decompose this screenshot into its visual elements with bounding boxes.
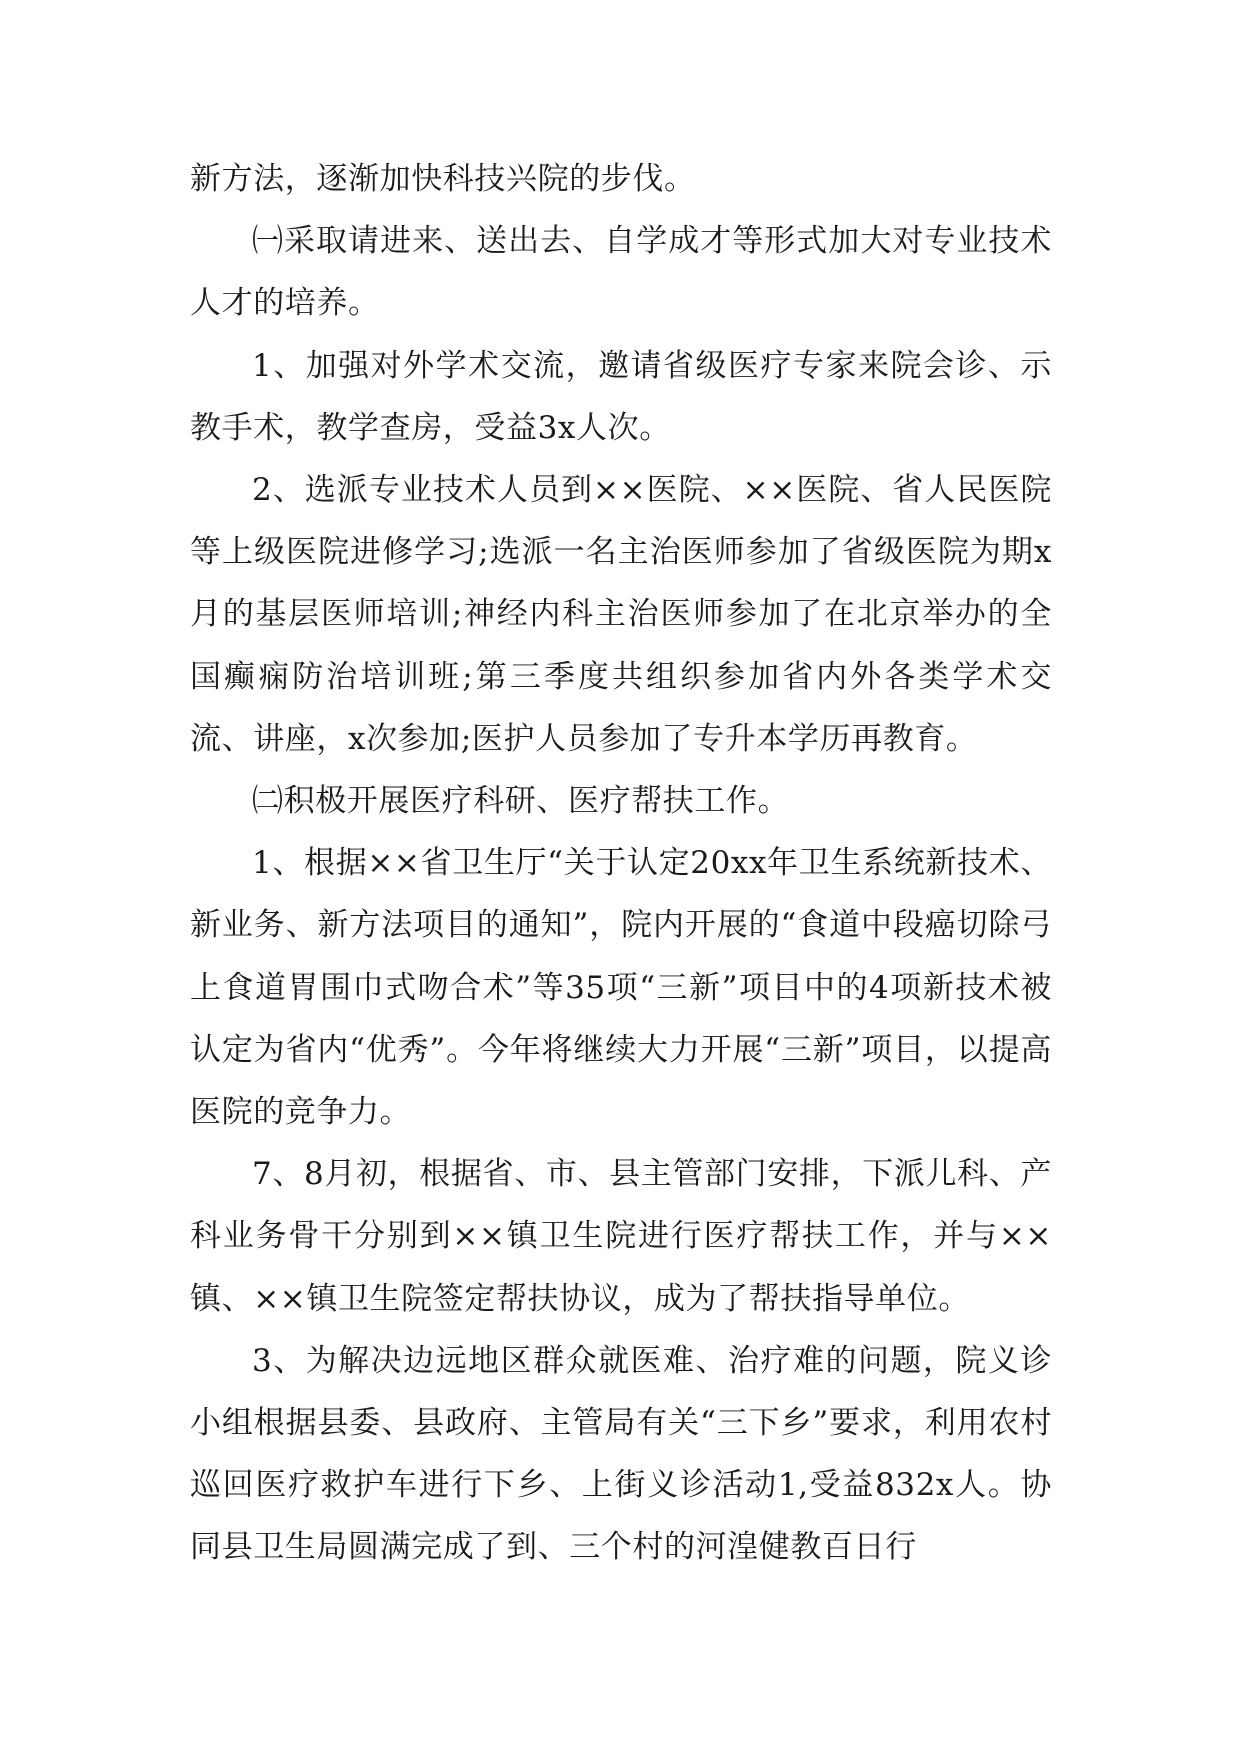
document-body: [190, 148, 1052, 1579]
paragraph-medical-assistance: 7、8月初，根据省、市、县主管部门安排，下派儿科、产科业务骨干分别到××镇卫生院进行医疗帮扶工作，并与××镇、××镇卫生院签定帮扶协议，成为了帮扶指导单位。: [190, 1156, 1052, 1317]
paragraph-new-technology: 1、根据××省卫生厅“关于认定20xx年卫生系统新技术、新业务、新方法项目的通知”，院内开展的“食道中段癌切除弓上食道胃围巾式吻合术”等35项“三新”项目中的4项新技术被认定为省内“优秀”。今年将继续大力开展“三新”项目，以提高医院的竞争力。: [190, 845, 1052, 1131]
paragraph-staff-training: 2、选派专业技术人员到××医院、××医院、省人民医院等上级医院进修学习;选派一名主治医师参加了省级医院为期x月的基层医师培训;神经内科主治医师参加了在北京举办的全国癫痫防治培训班;第三季度共组织参加省内外各类学术交流、讲座，x次参加;医护人员参加了专升本学历再教育。: [190, 472, 1052, 757]
paragraph-section-two-heading: ㈡积极开展医疗科研、医疗帮扶工作。: [252, 783, 790, 820]
paragraph-academic-exchange: 1、加强对外学术交流，邀请省级医疗专家来院会诊、示教手术，教学查房，受益3x人次。: [190, 347, 1052, 446]
paragraph-free-clinic: 3、为解决边远地区群众就医难、治疗难的问题，院义诊小组根据县委、县政府、主管局有关“三下乡”要求，利用农村巡回医疗救护车进行下乡、上街义诊活动1,受益832x人。协同县卫生局圆满完成了到、三个村的河湟健教百日行: [190, 1342, 1052, 1566]
paragraph-section-one-heading: ㈠采取请进来、送出去、自学成才等形式加大对专业技术人才的培养。: [190, 223, 1052, 322]
paragraph-continuation: 新方法，逐渐加快科技兴院的步伐。: [190, 161, 696, 197]
